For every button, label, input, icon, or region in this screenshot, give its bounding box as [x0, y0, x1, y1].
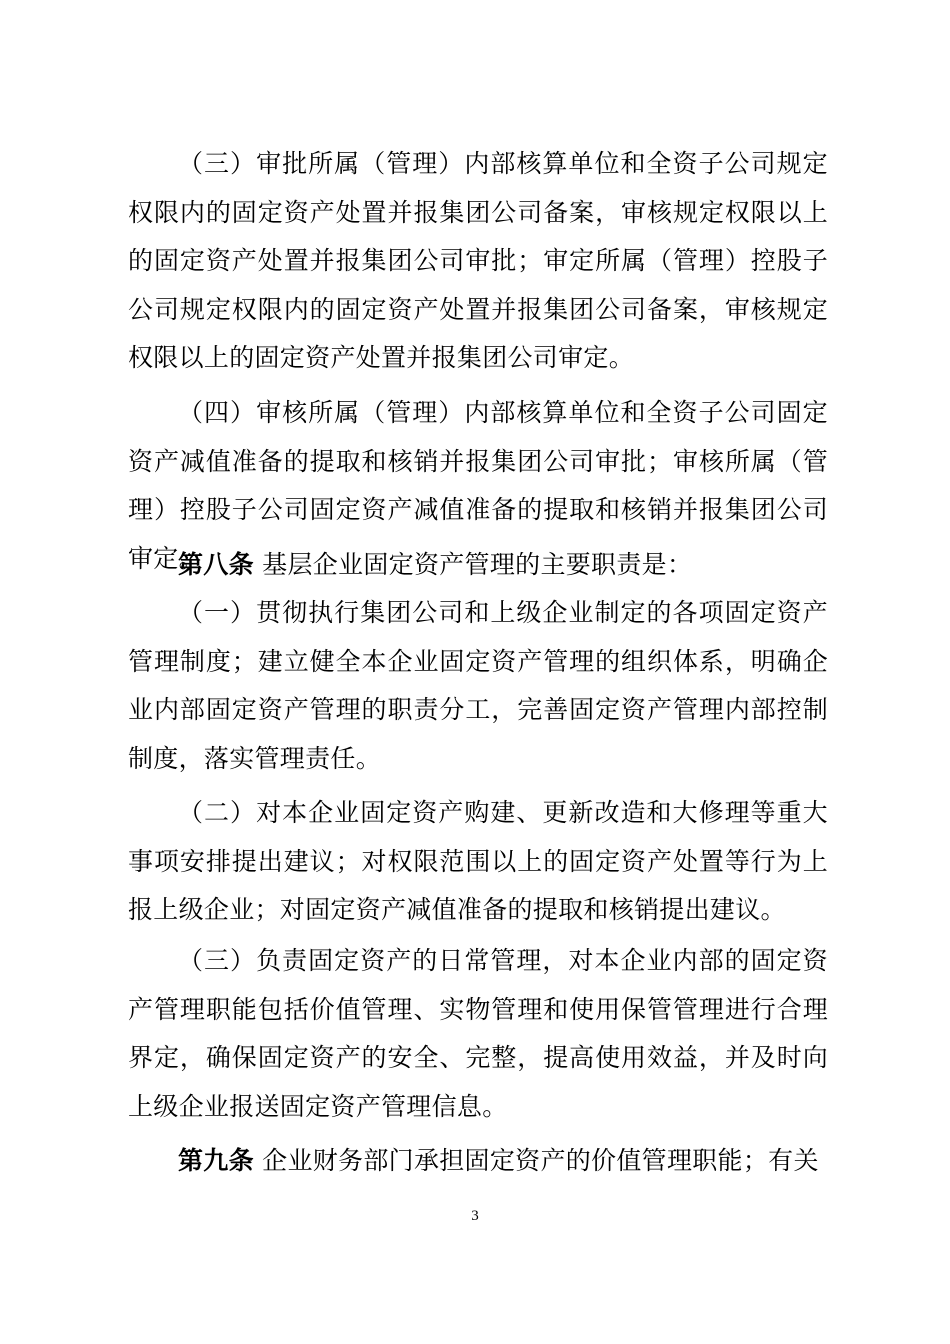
- paragraph-item-2-proposals: [128, 789, 828, 935]
- paragraph-text: 企业财务部门承担固定资产的价值管理职能；有关: [253, 1146, 819, 1175]
- paragraph-text: （三）审批所属（管理）内部核算单位和全资子公司规定权限内的固定资产处置并报集团公司备案，审核规定权限以上的固定资产处置并报集团公司审批；审定所属（管理）控股子公司规定权限内的固定资产处置并报集团公司备案，审核规定权限以上的固定资产处置并报集团公司审定。: [128, 149, 828, 372]
- paragraph-text: （一）贯彻执行集团公司和上级企业制定的各项固定资产管理制度；建立健全本企业固定资产管理的组织体系，明确企业内部固定资产管理的职责分工，完善固定资产管理内部控制制度，落实管理责任。: [128, 598, 828, 773]
- article-label: 第九条: [178, 1146, 254, 1175]
- paragraph-article-9: [128, 1137, 828, 1186]
- paragraph-text: （四）审核所属（管理）内部核算单位和全资子公司固定资产减值准备的提取和核销并报集团公司审批；审核所属（管理）控股子公司固定资产减值准备的提取和核销并报集团公司审定。: [128, 398, 828, 573]
- paragraph-item-3-daily-management: [128, 937, 828, 1131]
- paragraph-item-3-approval: [128, 140, 828, 383]
- paragraph-article-8: [128, 541, 828, 590]
- article-label: 第八条: [178, 550, 254, 579]
- paragraph-text: （三）负责固定资产的日常管理，对本企业内部的固定资产管理职能包括价值管理、实物管理和使用保管管理进行合理界定，确保固定资产的安全、完整，提高使用效益，并及时向上级企业报送固定资产管理信息。: [128, 946, 828, 1121]
- paragraph-text: （二）对本企业固定资产购建、更新改造和大修理等重大事项安排提出建议；对权限范围以上的固定资产处置等行为上报上级企业；对固定资产减值准备的提取和核销提出建议。: [128, 798, 828, 924]
- page-number: 3: [471, 1208, 479, 1224]
- paragraph-text: 基层企业固定资产管理的主要职责是：: [253, 550, 693, 579]
- paragraph-item-1-implement: [128, 589, 828, 783]
